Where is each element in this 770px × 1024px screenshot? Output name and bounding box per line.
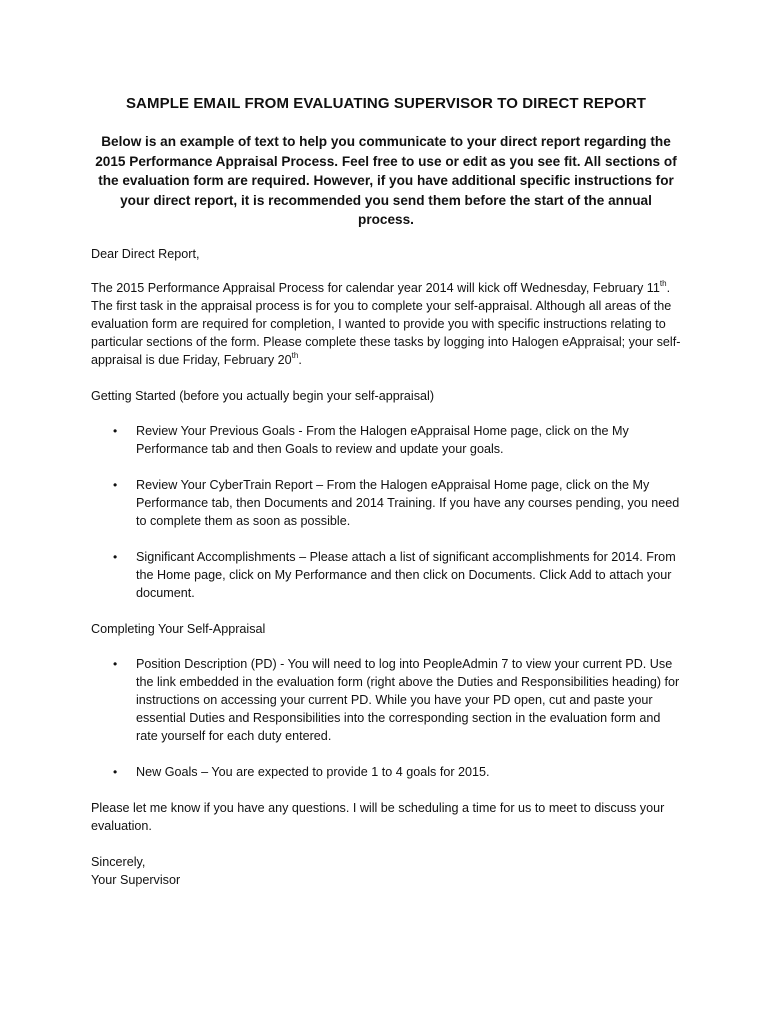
list-item xyxy=(91,548,681,602)
getting-started-heading: Getting Started (before you actually begin your self-appraisal) xyxy=(91,388,435,403)
salutation: Dear Direct Report, xyxy=(91,246,200,261)
bullet-icon: • xyxy=(113,764,118,779)
opening-paragraph xyxy=(91,279,681,369)
list-item-text: New Goals – You are expected to provide 1 to 4 goals for 2015. xyxy=(136,764,490,779)
ordinal-suffix: th xyxy=(659,278,667,288)
completing-heading: Completing Your Self-Appraisal xyxy=(91,621,266,636)
signature-block xyxy=(91,853,681,889)
document-body xyxy=(91,94,681,907)
signature-name: Your Supervisor xyxy=(91,872,181,887)
list-item-text: Significant Accomplishments – Please attach a list of significant accomplishments for 2014. From the Home page, click on My Performance and then click on Documents. Click Add to attach your document. xyxy=(136,549,676,600)
document-title: SAMPLE EMAIL FROM EVALUATING SUPERVISOR TO DIRECT REPORT xyxy=(125,95,647,112)
list-item-text: Review Your Previous Goals - From the Halogen eAppraisal Home page, click on the My Performance tab and then Goals to review and update your goals. xyxy=(136,423,629,456)
intro-instructions: Below is an example of text to help you communicate to your direct report regarding the 2015 Performance Appraisal Process. Feel free to use or edit as you see fit. All sections of the evaluation form are required. However, if you have additional specific instructions for your direct report, it is recommended you send them before the start of the annual process. xyxy=(95,134,677,227)
bullet-icon: • xyxy=(113,549,118,564)
signoff: Sincerely, xyxy=(91,854,146,869)
list-item-text: Position Description (PD) - You will need to log into PeopleAdmin 7 to view your current PD. Use the link embedded in the evaluation form (right above the Duties and Responsibilities heading) for instructions on accessing your current PD. While you have your PD open, cut and paste your essential Duties and Responsibilities into the corresponding section in the evaluation form and rate yourself for each duty entered. xyxy=(136,656,680,743)
bullet-icon: • xyxy=(113,477,118,492)
list-item-text: Review Your CyberTrain Report – From the Halogen eAppraisal Home page, click on the My Performance tab, then Documents and 2014 Training. If you have any courses pending, you need to complete them as soon as possible. xyxy=(136,477,680,528)
getting-started-list xyxy=(91,422,681,602)
bullet-icon: • xyxy=(113,656,118,671)
list-item xyxy=(91,422,681,458)
opening-paragraph-part-a: The 2015 Performance Appraisal Process for calendar year 2014 will kick off Wednesday, February 11 xyxy=(91,280,660,295)
completing-list xyxy=(91,655,681,781)
closing-paragraph: Please let me know if you have any questions. I will be scheduling a time for us to meet to discuss your evaluation. xyxy=(91,800,665,833)
opening-paragraph-part-b: . The first task in the appraisal process is for you to complete your self-appraisal. Although all areas of the evaluation form are required for completion, I wanted to provide you with specific instructions relating to particular sections of the form. Please complete these tasks by logging into Halogen eAppraisal; your self-appraisal is due Friday, February 20 xyxy=(91,280,681,367)
bullet-icon: • xyxy=(113,423,118,438)
list-item xyxy=(91,476,681,530)
ordinal-suffix: th xyxy=(291,350,299,360)
opening-paragraph-part-c: . xyxy=(298,352,302,367)
list-item xyxy=(91,655,681,745)
list-item xyxy=(91,763,681,781)
